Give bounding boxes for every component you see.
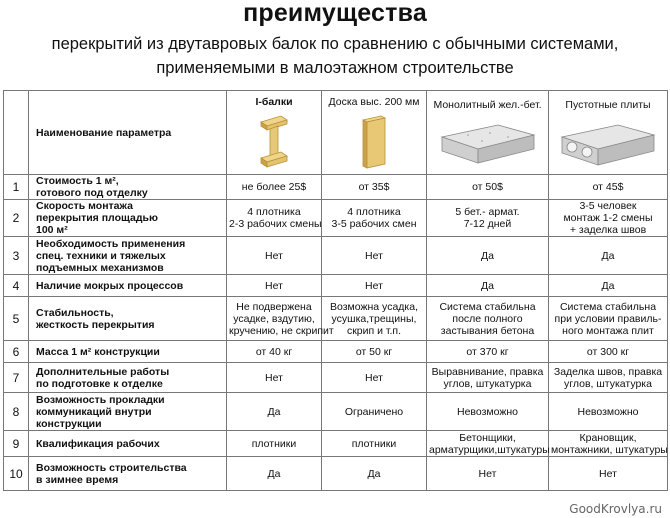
- row-number: 9: [4, 431, 29, 457]
- value-cell: [549, 431, 668, 457]
- row-number: 1: [4, 175, 29, 200]
- value-cell: [322, 363, 427, 393]
- value-line: Заделка швов, правка: [553, 365, 663, 378]
- param-name: [29, 175, 227, 200]
- value-line: плотники: [351, 437, 397, 450]
- value-line: монтажники, штукатуры: [551, 443, 668, 456]
- value-line: Невозможно: [456, 405, 519, 418]
- value-line: усушка,трещины,: [331, 312, 417, 325]
- value-cell: [427, 431, 549, 457]
- value-cell: [322, 431, 427, 457]
- param-name: [29, 393, 227, 431]
- value-line: Нет: [365, 371, 383, 384]
- value-cell: [227, 297, 334, 341]
- param-line: спец. техники и тяжелых: [36, 249, 166, 262]
- column-label: Доска выс. 200 мм: [328, 95, 420, 108]
- value-line: застывания бетона: [440, 324, 535, 337]
- param-line: по подготовке к отделке: [36, 377, 163, 390]
- value-line: Нет: [265, 279, 283, 292]
- value-cell: [427, 200, 549, 237]
- value-cell: [322, 297, 427, 341]
- param-line: Возможность прокладки: [36, 393, 165, 406]
- param-header-cell: Наименование параметра: [29, 91, 227, 175]
- value-line: Бетонщики,: [459, 431, 516, 444]
- value-cell: [227, 363, 322, 393]
- value-cell: [322, 237, 427, 275]
- param-line: Наличие мокрых процессов: [36, 279, 184, 292]
- value-line: 3-5 человек: [579, 200, 637, 212]
- value-line: плотники: [251, 437, 297, 450]
- param-name: [29, 200, 227, 237]
- hollow-slab-icon: [558, 117, 658, 167]
- value-line: Возможна усадка,: [330, 300, 418, 313]
- value-cell: [549, 393, 668, 431]
- value-line: при условии правиль-: [554, 312, 662, 325]
- value-line: 4 плотника: [247, 206, 301, 218]
- value-cell: [427, 175, 549, 200]
- table-row: [4, 237, 668, 275]
- param-line: Масса 1 м² конструкции: [36, 345, 160, 358]
- value-cell: [322, 457, 427, 491]
- value-line: после полного: [452, 312, 523, 325]
- param-line: Дополнительные работы: [36, 365, 170, 378]
- value-line: Да: [367, 467, 381, 480]
- header-col-monolithic: [427, 91, 549, 175]
- value-line: 2-3 рабочих смены: [229, 218, 322, 230]
- page-subtitle-line1: перекрытий из двутавровых балок по сравнению с обычными системами,: [51, 35, 619, 53]
- table-row: [4, 431, 668, 457]
- value-line: от 35$: [358, 181, 390, 193]
- param-name: [29, 237, 227, 275]
- value-cell: [427, 393, 549, 431]
- column-label: I-балки: [255, 95, 293, 108]
- param-line: Возможность строительства: [36, 461, 187, 474]
- header-col-hollow: [549, 91, 668, 175]
- row-number: 5: [4, 297, 29, 341]
- i-beam-icon: [257, 114, 291, 170]
- param-line: Стоимость 1 м²,: [36, 175, 119, 187]
- value-line: Да: [267, 405, 281, 418]
- value-line: скрип и т.п.: [346, 324, 402, 337]
- value-cell: [322, 200, 427, 237]
- param-line: готового под отделку: [36, 187, 148, 199]
- value-line: Да: [601, 249, 615, 262]
- value-cell: [427, 363, 549, 393]
- value-line: усадке, вздутию,: [233, 312, 315, 325]
- value-line: Нет: [265, 249, 283, 262]
- value-line: Да: [481, 249, 494, 262]
- value-line: от 40 кг: [255, 345, 293, 358]
- value-cell: [549, 363, 668, 393]
- monolithic-slab-icon: [438, 117, 538, 167]
- param-name: [29, 363, 227, 393]
- param-line: коммуникаций внутри: [36, 405, 152, 418]
- table-row: [4, 393, 668, 431]
- table-row: [4, 341, 668, 363]
- column-label: Пустотные плиты: [565, 98, 651, 111]
- row-number: 6: [4, 341, 29, 363]
- value-cell: [549, 341, 668, 363]
- table-row: [4, 275, 668, 297]
- value-line: от 50$: [472, 181, 503, 193]
- value-cell: [549, 237, 668, 275]
- value-cell: [549, 297, 668, 341]
- value-line: углов, штукатурка: [564, 377, 652, 390]
- value-cell: [427, 275, 549, 297]
- value-line: Система стабильна: [559, 300, 657, 313]
- value-line: 4 плотника: [347, 206, 401, 218]
- value-line: монтаж 1-2 смены: [563, 212, 653, 224]
- table-row: [4, 200, 668, 237]
- value-cell: [227, 431, 322, 457]
- value-line: Невозможно: [577, 405, 639, 418]
- header-col-ibeam: [227, 91, 322, 175]
- value-line: 5 бет.- армат.: [455, 206, 520, 218]
- table-row: [4, 457, 668, 491]
- value-line: Нет: [478, 467, 497, 480]
- param-line: жесткость перекрытия: [36, 318, 155, 331]
- value-line: Да: [601, 279, 615, 292]
- param-line: Скорость монтажа: [36, 200, 133, 212]
- value-line: Крановщик,: [579, 431, 637, 444]
- board-icon: [359, 114, 389, 170]
- param-line: Необходимость применения: [36, 237, 186, 250]
- param-line: подъемных механизмов: [36, 261, 164, 274]
- param-name: [29, 341, 227, 363]
- value-line: Система стабильна: [439, 300, 536, 313]
- value-cell: [322, 393, 427, 431]
- table-header-row: [4, 91, 668, 175]
- value-line: не более 25$: [241, 181, 307, 193]
- row-number: 4: [4, 275, 29, 297]
- value-cell: [322, 175, 427, 200]
- value-line: 7-12 дней: [463, 218, 512, 230]
- page-title: преимущества: [243, 0, 427, 27]
- row-number: 3: [4, 237, 29, 275]
- row-number: 7: [4, 363, 29, 393]
- value-line: от 370 кг: [466, 345, 509, 358]
- comparison-table: [3, 90, 668, 491]
- param-name: [29, 297, 227, 341]
- table-row: [4, 363, 668, 393]
- table-row: [4, 297, 668, 341]
- value-line: Не подвержена: [236, 300, 312, 313]
- value-cell: [427, 457, 549, 491]
- value-cell: [427, 237, 549, 275]
- row-number: 2: [4, 200, 29, 237]
- param-line: Квалификация рабочих: [36, 437, 160, 450]
- value-line: от 300 кг: [586, 345, 630, 358]
- value-cell: [322, 341, 427, 363]
- param-line: в зимнее время: [36, 473, 119, 486]
- param-name: [29, 275, 227, 297]
- value-line: Ограничено: [344, 405, 404, 418]
- value-cell: [549, 175, 668, 200]
- column-label: Монолитный жел.-бет.: [433, 98, 542, 111]
- value-line: арматурщики,штукатуры: [429, 443, 550, 456]
- value-cell: [227, 200, 322, 237]
- row-number: 8: [4, 393, 29, 431]
- value-line: Да: [481, 279, 494, 292]
- value-cell: [227, 237, 322, 275]
- value-cell: [227, 393, 322, 431]
- param-line: перекрытия площадью: [36, 212, 158, 224]
- value-line: + заделка швов: [569, 224, 647, 236]
- value-line: Нет: [365, 249, 383, 262]
- value-cell: [227, 341, 322, 363]
- page-subtitle-line2: применяемыми в малоэтажном строительстве: [156, 59, 514, 77]
- param-line: конструкции: [36, 417, 102, 430]
- value-cell: [427, 341, 549, 363]
- header-col-board: [322, 91, 427, 175]
- value-line: углов, штукатурка: [443, 377, 532, 390]
- value-cell: [549, 200, 668, 237]
- value-line: от 45$: [592, 181, 624, 193]
- row-number: 10: [4, 457, 29, 491]
- param-line: Стабильность,: [36, 306, 114, 319]
- value-cell: [227, 275, 322, 297]
- value-cell: [549, 275, 668, 297]
- value-cell: [322, 275, 427, 297]
- value-line: Нет: [599, 467, 617, 480]
- value-cell: [227, 175, 322, 200]
- param-name: [29, 431, 227, 457]
- value-line: Нет: [365, 279, 383, 292]
- param-name: [29, 457, 227, 491]
- param-line: 100 м²: [36, 224, 68, 236]
- table-row: [4, 175, 668, 200]
- value-line: Выравнивание, правка: [431, 365, 544, 378]
- value-line: кручению, не скрипит: [229, 324, 334, 337]
- value-cell: [549, 457, 668, 491]
- value-line: Нет: [265, 371, 283, 384]
- value-cell: [427, 297, 549, 341]
- value-line: ного монтажа плит: [562, 324, 654, 337]
- value-cell: [227, 457, 322, 491]
- value-line: от 50 кг: [355, 345, 393, 358]
- value-line: 3-5 рабочих смен: [331, 218, 417, 230]
- header-num-cell: [4, 91, 29, 175]
- value-line: Да: [267, 467, 281, 480]
- watermark: GoodKrovlya.ru: [569, 502, 662, 516]
